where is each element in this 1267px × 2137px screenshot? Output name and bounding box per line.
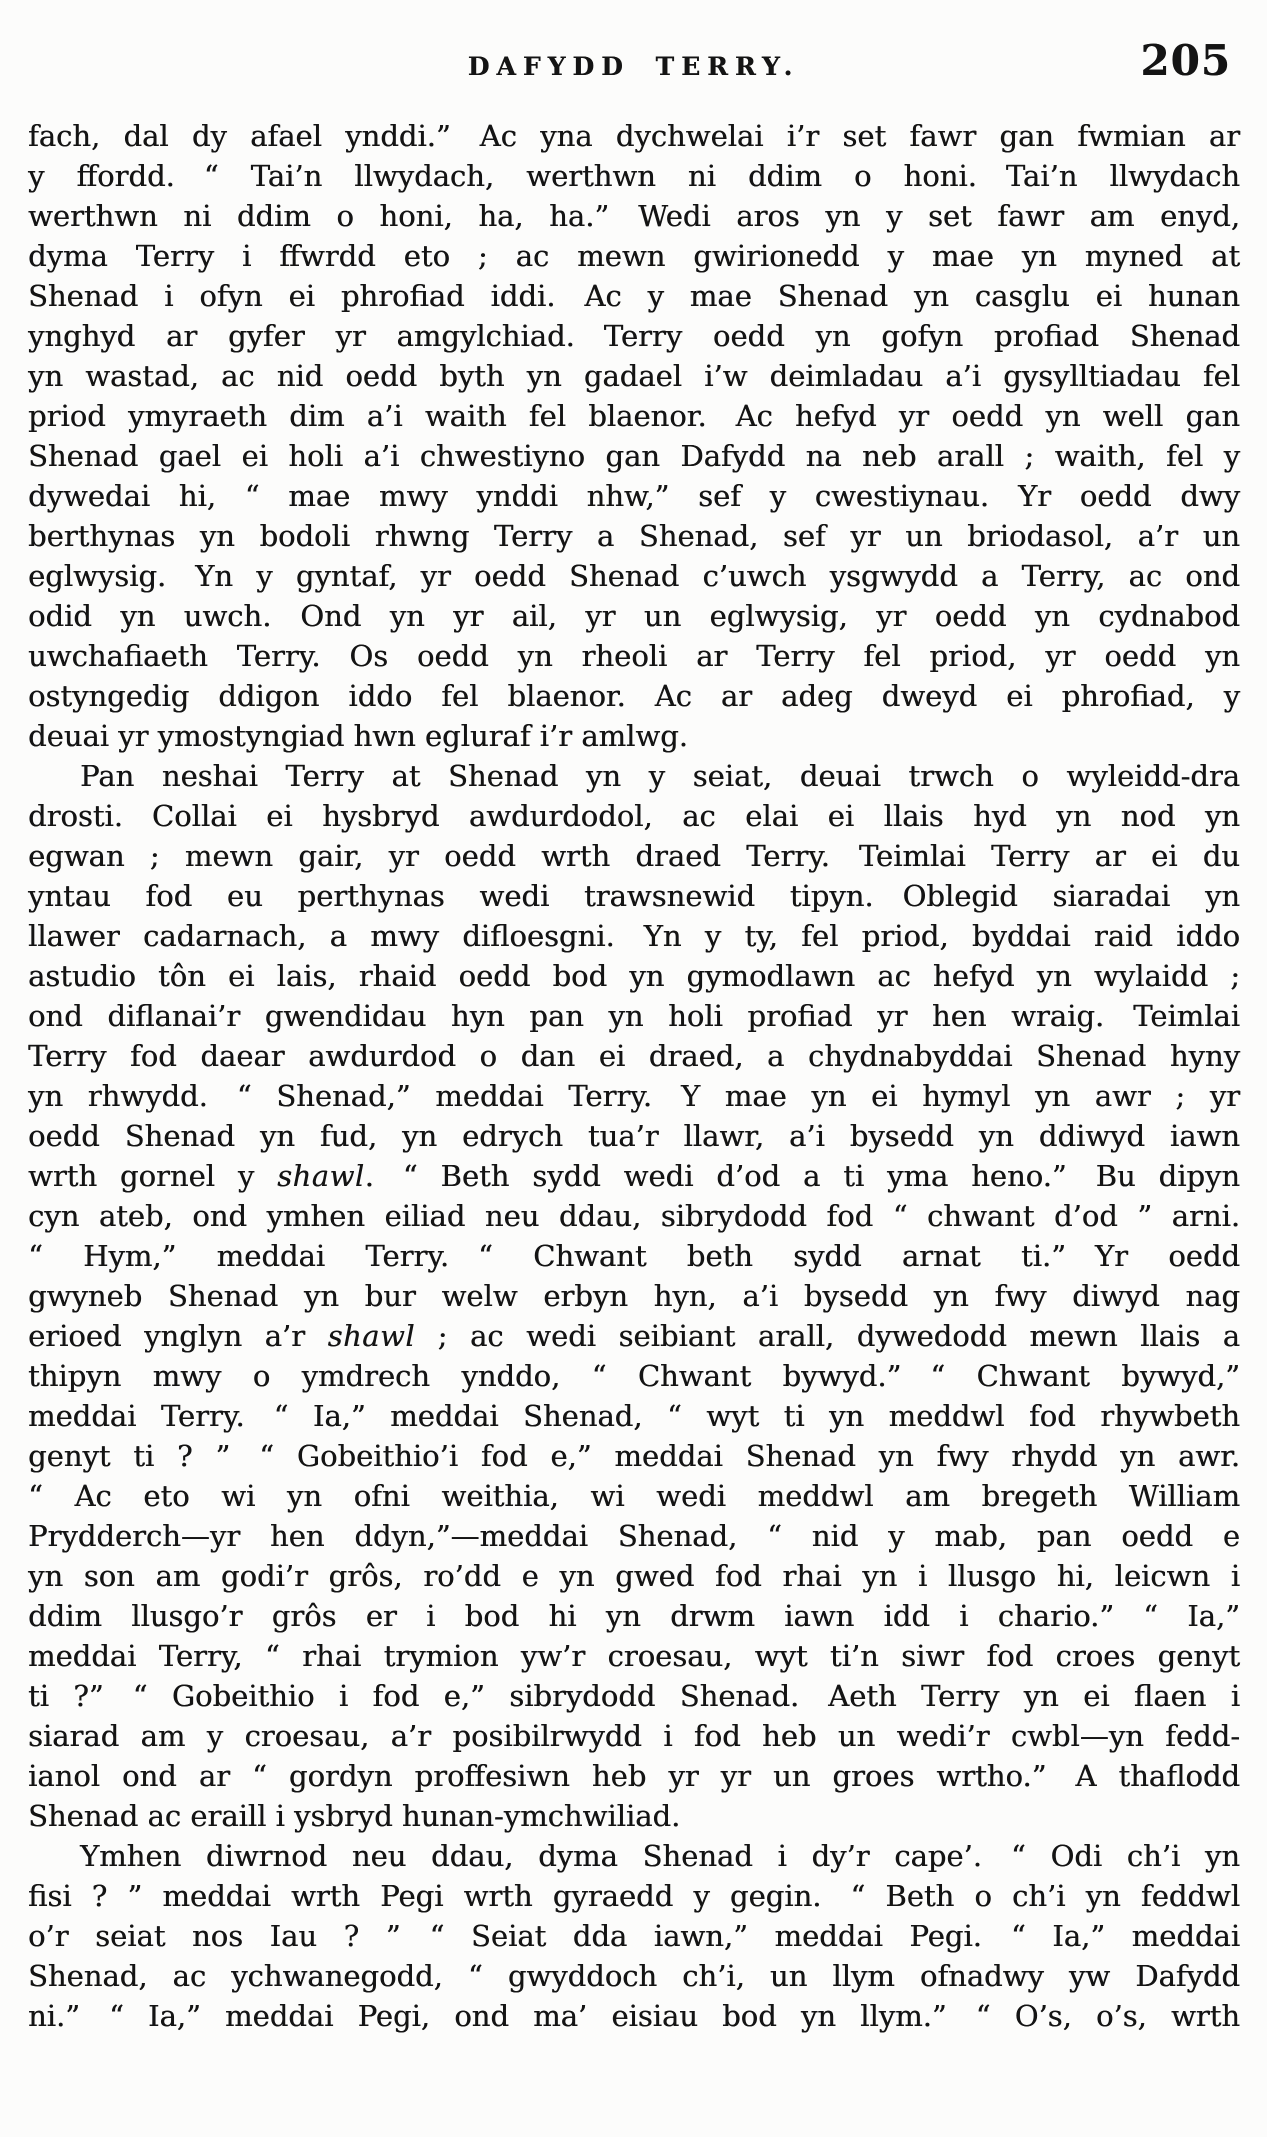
text-line: thipyn mwy o ymdrech ynddo, “ Chwant bywyd.” “ Chwant bywyd,” bbox=[28, 1359, 1240, 1393]
text-line: Shenad gael ei holi a’i chwestiyno gan Dafydd na neb arall ; waith, fel y bbox=[28, 439, 1240, 473]
text-line: ostyngedig ddigon iddo fel blaenor. Ac ar adeg dweyd ei phrofiad, y bbox=[28, 679, 1240, 713]
text-line: priod ymyraeth dim a’i waith fel blaenor. Ac hefyd yr oedd yn well gan bbox=[28, 399, 1240, 433]
text-line: genyt ti ? ” “ Gobeithio’i fod e,” meddai Shenad yn fwy rhydd yn awr. bbox=[28, 1439, 1240, 1473]
text-line: oedd Shenad yn fud, yn edrych tua’r llawr, a’i bysedd yn ddiwyd iawn bbox=[28, 1119, 1240, 1153]
text-line: gwyneb Shenad yn bur welw erbyn hyn, a’i bysedd yn fwy diwyd nag bbox=[28, 1279, 1240, 1313]
text-line: o’r seiat nos Iau ? ” “ Seiat dda iawn,” meddai Pegi. “ Ia,” meddai bbox=[28, 1919, 1240, 1953]
text-line: fisi ? ” meddai wrth Pegi wrth gyraedd y gegin. “ Beth o ch’i yn feddwl bbox=[28, 1879, 1240, 1913]
text-line: Prydderch—yr hen ddyn,”—meddai Shenad, “ nid y mab, pan oedd e bbox=[28, 1519, 1240, 1553]
text-line: Shenad i ofyn ei phrofiad iddi. Ac y mae Shenad yn casglu ei hunan bbox=[28, 279, 1240, 313]
text-line: Shenad ac eraill i ysbryd hunan-ymchwiliad. bbox=[28, 1799, 681, 1833]
page-body bbox=[28, 116, 1240, 2036]
text-line: yn son am godi’r grôs, ro’dd e yn gwed fod rhai yn i llusgo hi, leicwn i bbox=[28, 1559, 1240, 1593]
text-line: Pan neshai Terry at Shenad yn y seiat, deuai trwch o wyleidd-dra bbox=[80, 759, 1240, 793]
text-line: ianol ond ar “ gordyn proffesiwn heb yr yr un groes wrtho.” A thaflodd bbox=[28, 1759, 1240, 1793]
text-line: odid yn uwch. Ond yn yr ail, yr un eglwysig, yr oedd yn cydnabod bbox=[28, 599, 1240, 633]
running-header-title: DAFYDD TERRY. bbox=[467, 52, 800, 81]
text-line: cyn ateb, ond ymhen eiliad neu ddau, sibrydodd fod “ chwant d’od ” arni. bbox=[28, 1199, 1240, 1233]
text-line: siarad am y croesau, a’r posibilrwydd i fod heb un wedi’r cwbl—yn fedd- bbox=[28, 1719, 1240, 1753]
text-line: yn rhwydd. “ Shenad,” meddai Terry. Y mae yn ei hymyl yn awr ; yr bbox=[28, 1079, 1240, 1113]
text-line: “ Hym,” meddai Terry. “ Chwant beth sydd arnat ti.” Yr oedd bbox=[28, 1239, 1240, 1273]
text-line: eglwysig. Yn y gyntaf, yr oedd Shenad c’uwch ysgwydd a Terry, ac ond bbox=[28, 559, 1240, 593]
text-line: dywedai hi, “ mae mwy ynddi nhw,” sef y cwestiynau. Yr oedd dwy bbox=[28, 479, 1240, 513]
text-line: egwan ; mewn gair, yr oedd wrth draed Terry. Teimlai Terry ar ei du bbox=[28, 839, 1240, 873]
text-line: meddai Terry, “ rhai trymion yw’r croesau, wyt ti’n siwr fod croes genyt bbox=[28, 1639, 1240, 1673]
page-number: 205 bbox=[1140, 36, 1231, 85]
text-line: yntau fod eu perthynas wedi trawsnewid tipyn. Oblegid siaradai yn bbox=[28, 879, 1240, 913]
text-line: ti ?” “ Gobeithio i fod e,” sibrydodd Shenad. Aeth Terry yn ei flaen i bbox=[28, 1679, 1240, 1713]
text-line: fach, dal dy afael ynddi.” Ac yna dychwelai i’r set fawr gan fwmian ar bbox=[28, 119, 1240, 153]
text-line: wrth gornel y shawl. “ Beth sydd wedi d’od a ti yma heno.” Bu dipyn bbox=[28, 1159, 1241, 1193]
text-line: ond diflanai’r gwendidau hyn pan yn holi profiad yr hen wraig. Teimlai bbox=[28, 999, 1240, 1033]
text-line: meddai Terry. “ Ia,” meddai Shenad, “ wyt ti yn meddwl fod rhywbeth bbox=[28, 1399, 1240, 1433]
text-line: drosti. Collai ei hysbryd awdurdodol, ac elai ei llais hyd yn nod yn bbox=[28, 799, 1240, 833]
text-line: yn wastad, ac nid oedd byth yn gadael i’w deimladau a’i gysylltiadau fel bbox=[28, 359, 1240, 393]
text-line: ni.” “ Ia,” meddai Pegi, ond ma’ eisiau bod yn llym.” “ O’s, o’s, wrth bbox=[28, 1999, 1240, 2033]
text-line: ynghyd ar gyfer yr amgylchiad. Terry oedd yn gofyn profiad Shenad bbox=[28, 319, 1240, 353]
text-line: werthwn ni ddim o honi, ha, ha.” Wedi aros yn y set fawr am enyd, bbox=[28, 199, 1240, 233]
text-line: llawer cadarnach, a mwy difloesgni. Yn y ty, fel priod, byddai raid iddo bbox=[28, 919, 1240, 953]
text-line: ddim llusgo’r grôs er i bod hi yn drwm iawn idd i chario.” “ Ia,” bbox=[28, 1599, 1240, 1633]
text-line: Shenad, ac ychwanegodd, “ gwyddoch ch’i, un llym ofnadwy yw Dafydd bbox=[28, 1959, 1240, 1993]
text-line: Ymhen diwrnod neu ddau, dyma Shenad i dy’r cape’. “ Odi ch’i yn bbox=[80, 1839, 1240, 1873]
text-line: deuai yr ymostyngiad hwn egluraf i’r amlwg. bbox=[28, 719, 688, 753]
text-line: uwchafiaeth Terry. Os oedd yn rheoli ar Terry fel priod, yr oedd yn bbox=[28, 639, 1240, 673]
text-line: Terry fod daear awdurdod o dan ei draed, a chydnabyddai Shenad hyny bbox=[28, 1039, 1240, 1073]
text-line: “ Ac eto wi yn ofni weithia, wi wedi meddwl am bregeth William bbox=[28, 1479, 1240, 1513]
text-line: berthynas yn bodoli rhwng Terry a Shenad, sef yr un briodasol, a’r un bbox=[28, 519, 1240, 553]
text-line: y ffordd. “ Tai’n llwydach, werthwn ni ddim o honi. Tai’n llwydach bbox=[28, 159, 1240, 193]
text-line: erioed ynglyn a’r shawl ; ac wedi seibiant arall, dywedodd mewn llais a bbox=[28, 1319, 1240, 1353]
text-line: dyma Terry i ffwrdd eto ; ac mewn gwirionedd y mae yn myned at bbox=[28, 239, 1240, 273]
text-line: astudio tôn ei lais, rhaid oedd bod yn gymodlawn ac hefyd yn wylaidd ; bbox=[28, 959, 1240, 993]
